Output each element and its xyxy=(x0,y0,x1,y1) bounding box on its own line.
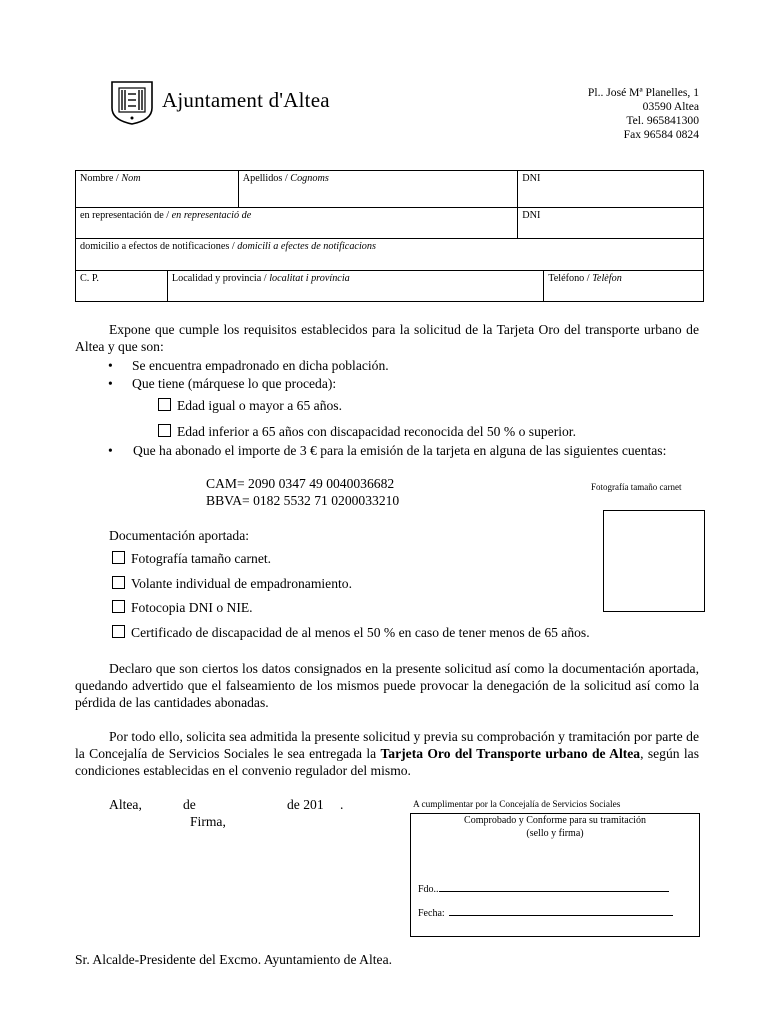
domicilio-label-it: domicili a efectes de notificacions xyxy=(237,241,376,252)
fecha-line[interactable] xyxy=(449,906,673,916)
photo-box[interactable] xyxy=(603,510,705,612)
dni-label: DNI xyxy=(522,210,541,221)
doc-item-text: Volante individual de empadronamiento. xyxy=(131,576,352,591)
representacion-label-it: en representació de xyxy=(171,210,252,221)
localidad-field[interactable] xyxy=(167,271,543,302)
doc-item-text: Fotocopia DNI o NIE. xyxy=(131,600,253,615)
stamp-fecha-label: Fecha: xyxy=(418,908,445,919)
doc-item-text: Certificado de discapacidad de al menos el 50 % en caso de tener menos de 65 años. xyxy=(131,625,590,640)
domicilio-field[interactable] xyxy=(76,239,704,271)
sign-dot: . xyxy=(340,797,344,812)
fdo-line[interactable] xyxy=(439,882,669,892)
apellidos-label-it: Cognoms xyxy=(290,173,329,184)
cp-field[interactable] xyxy=(76,271,168,302)
doc-item-text: Fotografía tamaño carnet. xyxy=(131,551,272,566)
localidad-label: Localidad y provincia / xyxy=(171,273,270,284)
checkbox[interactable] xyxy=(112,600,125,613)
option-text: Edad inferior a 65 años con discapacidad reconocida del 50 % o superior. xyxy=(177,424,576,439)
bullet-text: Que ha abonado el importe de 3 € para la emisión de la tarjeta en alguna de las siguientes cuentas: xyxy=(133,443,667,458)
list-item xyxy=(108,358,698,375)
option-discapacidad xyxy=(158,424,698,441)
telefono-field[interactable] xyxy=(544,271,704,302)
list-item xyxy=(108,376,698,393)
stamp-header: A cumplimentar por la Concejalía de Servicios Sociales xyxy=(413,800,621,810)
doc-item xyxy=(112,576,352,593)
telefono-label-it: Telèfon xyxy=(592,273,622,284)
checkbox[interactable] xyxy=(112,551,125,564)
telefono-label: Teléfono / xyxy=(548,273,593,284)
representacion-label: en representación de / xyxy=(80,210,172,221)
doc-item xyxy=(112,600,253,617)
address-line: Tel. 965841300 xyxy=(626,114,699,127)
address-line: Pl.. José Mª Planelles, 1 xyxy=(587,86,699,99)
localidad-label-it: localitat i província xyxy=(269,273,350,284)
account-cam: CAM= 2090 0347 49 0040036682 xyxy=(206,476,395,491)
solicita-text: , según las condiciones establecidas en el convenio regulador del mismo. xyxy=(75,745,699,778)
stamp-line1: Comprobado y Conforme para su tramitación xyxy=(464,815,646,826)
sign-place: Altea, xyxy=(109,797,142,812)
stamp-fdo xyxy=(418,882,669,895)
declaro-paragraph: Declaro que son ciertos los datos consignados en la presente solicitud así como la documentación aportada, quedando advertido que el falseamiento de los mismos puede provocar la denegación de la solicitud así como la pérdida de las cantidades abonadas. xyxy=(75,661,699,710)
org-name: Ajuntament d'Altea xyxy=(162,88,330,112)
bullet-icon: • xyxy=(108,358,113,373)
docs-title: Documentación aportada: xyxy=(109,528,250,543)
nombre-field[interactable] xyxy=(76,171,239,208)
address-block xyxy=(588,86,699,142)
sign-firma: Firma, xyxy=(190,814,226,829)
stamp-box[interactable] xyxy=(410,813,700,937)
solicita-text: Por todo ello, solicita sea admitida la presente solicitud y previa su comprobación y tramitación por parte de la Concejalía de Servicios Sociales le sea entregada la xyxy=(75,729,699,761)
representacion-field[interactable] xyxy=(76,208,518,239)
bullet-text: Que tiene (márquese lo que proceda): xyxy=(132,376,337,391)
stamp-fdo-label: Fdo.. xyxy=(418,884,439,895)
photo-label: Fotografía tamaño carnet xyxy=(591,482,682,492)
sign-de: de xyxy=(183,797,196,812)
address-line: Fax 96584 0824 xyxy=(623,128,699,141)
option-age-65 xyxy=(158,398,698,415)
account-bbva: BBVA= 0182 5532 71 0200033210 xyxy=(206,493,400,508)
doc-item xyxy=(112,625,590,642)
nombre-label: Nombre / xyxy=(80,173,122,184)
apellidos-field[interactable] xyxy=(238,171,518,208)
list-item xyxy=(108,443,699,460)
logo xyxy=(110,80,370,126)
expone-paragraph: Expone que cumple los requisitos establecidos para la solicitud de la Tarjeta Oro del transporte urbano de Altea y que son: xyxy=(75,322,699,354)
stamp-line2: (sello y firma) xyxy=(526,828,584,839)
bullet-text: Se encuentra empadronado en dicha población. xyxy=(132,358,389,373)
applicant-form-table xyxy=(75,170,704,302)
coat-of-arms-icon xyxy=(110,80,154,126)
bullet-icon: • xyxy=(108,376,113,391)
dni-field[interactable] xyxy=(518,171,704,208)
footer-addressee: Sr. Alcalde-Presidente del Excmo. Ayuntamiento de Altea. xyxy=(75,952,392,967)
cp-label: C. P. xyxy=(80,273,99,284)
bullet-icon: • xyxy=(108,443,113,458)
checkbox[interactable] xyxy=(112,576,125,589)
option-text: Edad igual o mayor a 65 años. xyxy=(177,398,342,413)
sign-year: de 201 xyxy=(287,797,324,812)
domicilio-label: domicilio a efectos de notificaciones / xyxy=(80,241,238,252)
checkbox[interactable] xyxy=(158,424,171,437)
dni-representante-field[interactable] xyxy=(518,208,704,239)
solicita-bold: Tarjeta Oro del Transporte urbano de Altea xyxy=(380,745,641,761)
solicita-paragraph xyxy=(75,729,699,779)
checkbox[interactable] xyxy=(158,398,171,411)
dni-label: DNI xyxy=(522,173,541,184)
nombre-label-it: Nom xyxy=(121,173,141,184)
apellidos-label: Apellidos / xyxy=(242,173,291,184)
checkbox[interactable] xyxy=(112,625,125,638)
stamp-fecha xyxy=(418,906,673,919)
address-line: 03590 Altea xyxy=(642,100,699,113)
doc-item xyxy=(112,551,271,568)
